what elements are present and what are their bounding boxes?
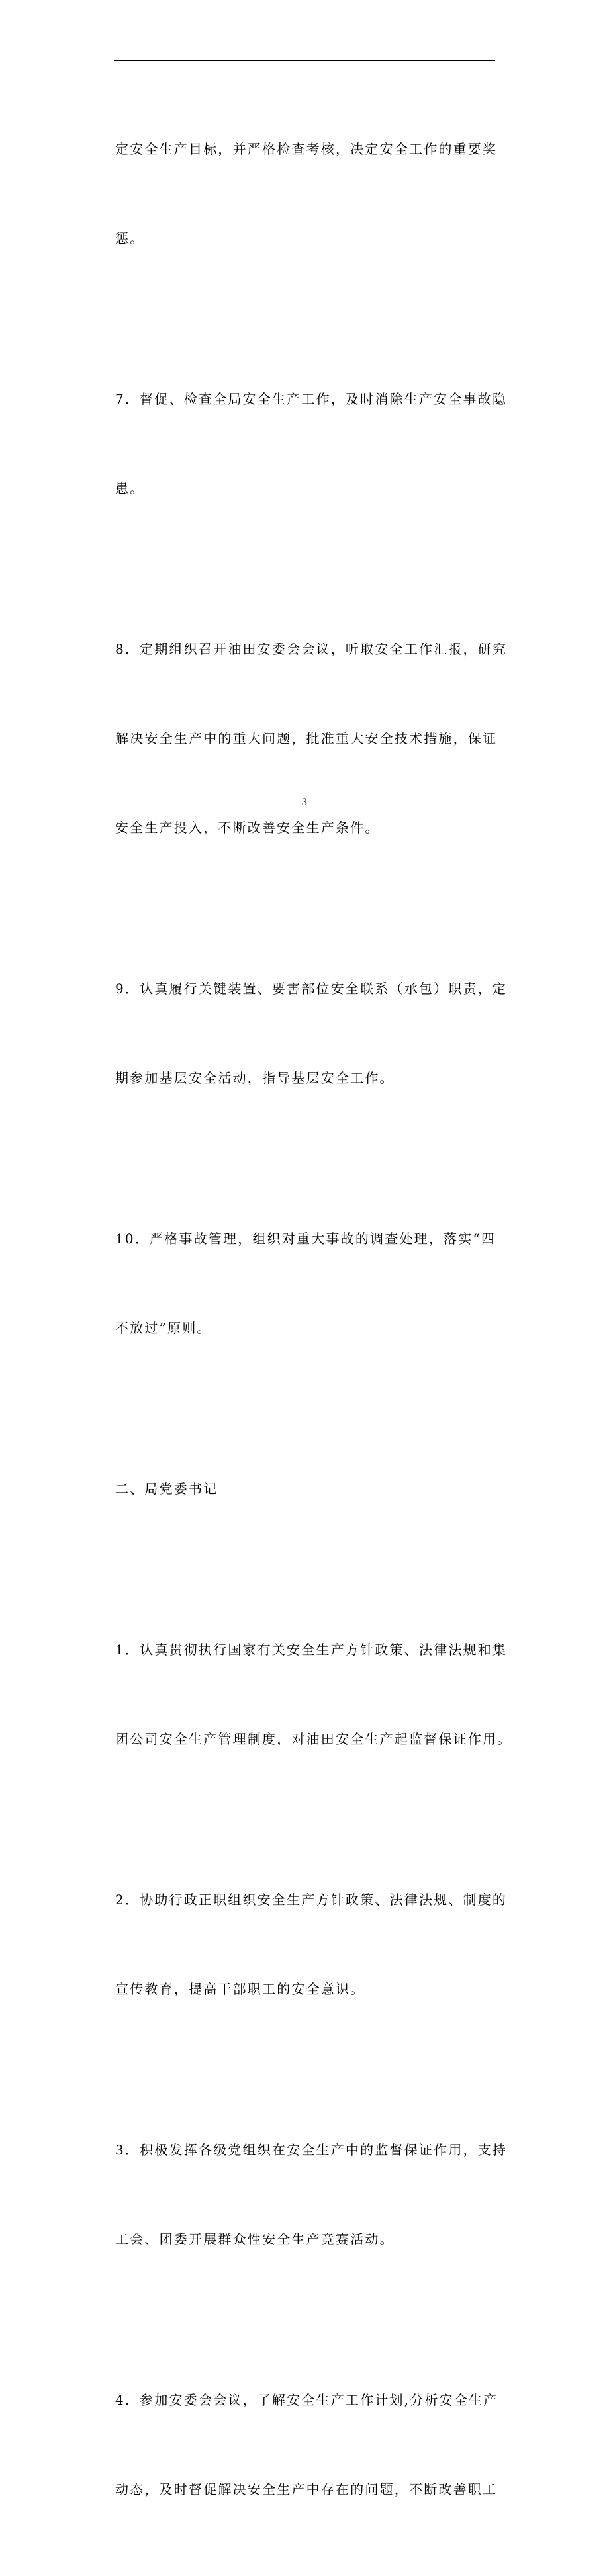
text-line: 8．定期组织召开油田安委会会议，听取安全工作汇报，研究 (115, 641, 508, 657)
paragraph-item-10 (115, 1165, 496, 1403)
paragraph-item-7 (115, 325, 508, 563)
text-line: 9．认真履行关键装置、要害部位安全联系（承包）职责，定 (115, 981, 508, 997)
section-heading (115, 1415, 496, 1564)
text-line: 患。 (115, 480, 145, 496)
text-line: 动态，及时督促解决安全生产中存在的问题，不断改善职工 (115, 2481, 498, 2497)
paragraph-item-8 (115, 575, 508, 903)
text-line: 期参加基层安全活动，指导基层安全工作。 (115, 1070, 395, 1086)
paragraph-item-9 (115, 914, 508, 1153)
text-line: 4．参加安委会会议，了解安全生产工作计划,分析安全生产 (115, 2392, 498, 2408)
text-line: 解决安全生产中的重大问题，批准重大安全技术措施，保证 (115, 731, 498, 746)
text-line: 宣传教育，提高干部职工的安全意识。 (115, 1981, 365, 1997)
text-line: 安全生产投入，不断改善安全生产条件。 (115, 820, 380, 836)
header-rule (114, 60, 495, 61)
paragraph-item-2 (115, 1826, 508, 2064)
paragraph-item-3 (115, 2076, 508, 2314)
text-line: 惩。 (115, 230, 145, 246)
text-line: 团公司安全生产管理制度，对油田安全生产起监督保证作用。 (115, 1731, 512, 1747)
text-line: 1．认真贯彻执行国家有关安全生产方针政策、法律法规和集 (115, 1642, 508, 1658)
text-line: 二、局党委书记 (115, 1481, 218, 1497)
paragraph-item-1 (115, 1576, 512, 1814)
paragraph-continuation (115, 75, 496, 313)
text-line: 2．协助行政正职组织安全生产方针政策、法律法规、制度的 (115, 1892, 508, 1908)
page-number: 3 (301, 797, 308, 808)
document-body (115, 75, 512, 2576)
text-line: 定安全生产目标，并严格检查考核，决定安全工作的重要奖 (115, 141, 498, 157)
text-line: 工会、团委开展群众性安全生产竞赛活动。 (115, 2231, 395, 2247)
text-line: 3．积极发挥各级党组织在安全生产中的监督保证作用，支持 (115, 2142, 508, 2158)
text-line: 10．严格事故管理，组织对重大事故的调查处理，落实“四 (115, 1231, 496, 1247)
paragraph-item-4 (115, 2326, 496, 2564)
text-line: 不放过”原则。 (115, 1320, 212, 1336)
text-line: 7．督促、检查全局安全生产工作，及时消除生产安全事故隐 (115, 391, 508, 407)
